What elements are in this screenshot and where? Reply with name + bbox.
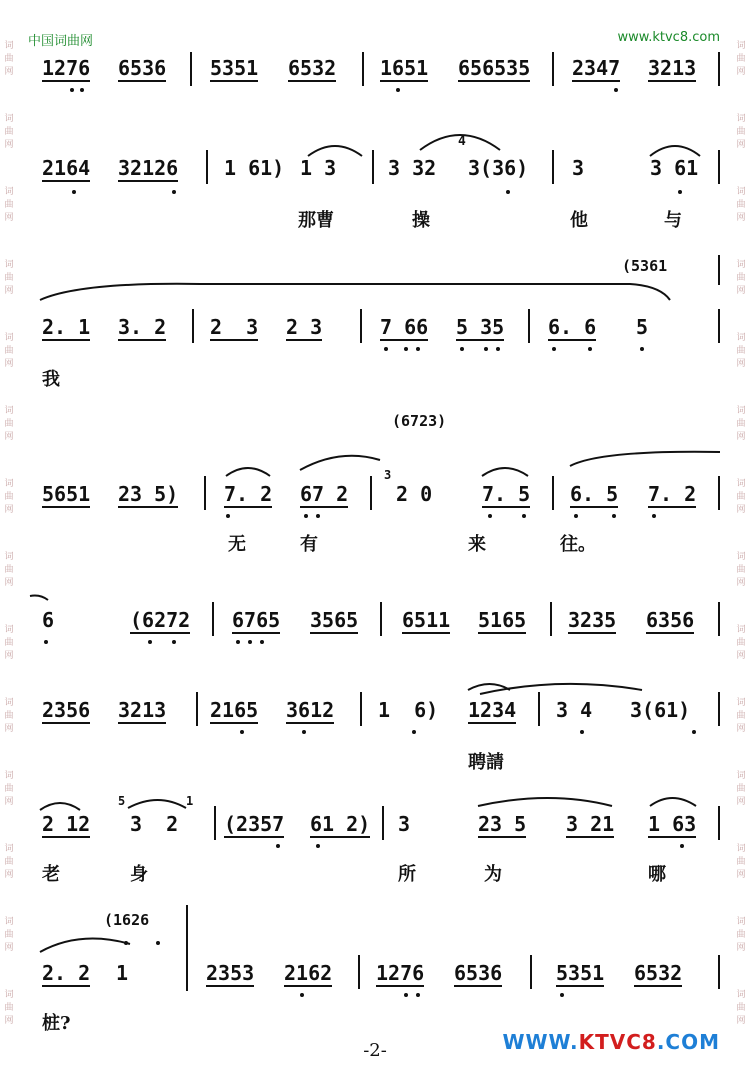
note-group: 23 5) [118,482,179,506]
watermark-text: 词曲网 [736,844,746,880]
lyric: 所 [398,864,416,885]
note-group: 6536 [118,56,167,80]
watermark-text: 词曲网 [4,698,14,734]
note-group: 5351 [210,56,259,80]
note-group: 7. 5 [482,482,531,506]
lyric: 他 [570,210,588,231]
note-group: 3213 [118,698,167,722]
note-group: 2353 [206,961,255,985]
note-group: 5 [636,315,649,339]
lyric: 为 [484,864,502,885]
note-group: 7. 2 [224,482,273,506]
note-group: 3 [572,156,585,180]
note-group: 1276 [376,961,425,985]
lyric: 身 [130,864,148,885]
watermark-text: 词曲网 [736,990,746,1026]
page-number: -2- [363,1040,387,1061]
watermark-text: 词曲网 [736,625,746,661]
lyric: 桩? [42,1013,71,1034]
note-group: 1276 [42,56,91,80]
note-group: 656535 [458,56,531,80]
grace-note: 5 [118,794,126,808]
note-group: 6532 [634,961,683,985]
note-group: 2 12 [42,812,91,836]
note-group: 3213 [648,56,697,80]
slur [482,468,528,476]
note-group: 1651 [380,56,429,80]
note-group: 61 2) [310,812,371,836]
note-group: 6356 [646,608,695,632]
watermark-text: 词曲网 [4,187,14,223]
watermark-text: 词曲网 [736,479,746,515]
note-group: 3 4 [556,698,593,722]
lyric: 往。 [560,534,596,555]
lyric: 有 [300,534,318,555]
watermark-text: 词曲网 [4,479,14,515]
header-right-site: www.ktvc8.com [617,30,720,45]
note-group: 5651 [42,482,91,506]
note-group: 3565 [310,608,359,632]
note-group: 3 [398,812,411,836]
note-group: 1 6) [378,698,439,722]
note-group: (2357 [224,812,285,836]
note-group: 2162 [284,961,333,985]
slur [40,939,130,952]
watermark-text: 词曲网 [736,333,746,369]
grace-note: 3 [384,468,392,482]
watermark-text: 词曲网 [736,917,746,953]
footer-logo-brand: KTVC8 [578,1030,657,1054]
note-group: 7 66 [380,315,429,339]
note-group: 32126 [118,156,179,180]
note-group: 1 [116,961,129,985]
lyric: 聘請 [468,752,504,773]
lyric: 老 [42,864,60,885]
lyric: 来 [468,534,486,555]
lyric: 我 [42,369,60,390]
note-group: 3 61 [650,156,699,180]
watermark-text: 词曲网 [4,333,14,369]
lyric: 与 [664,210,682,231]
footer-logo-suffix: .COM [656,1030,720,1054]
note-group: 6. 6 [548,315,597,339]
note-group: 6532 [288,56,337,80]
note-group: 1234 [468,698,517,722]
slur [30,596,48,601]
watermark-text: 词曲网 [4,625,14,661]
watermark-text: 词曲网 [4,771,14,807]
note-group: 6 [42,608,55,632]
note-group: 5 35 [456,315,505,339]
footer-logo-prefix: WWW. [502,1030,579,1054]
slur [40,803,80,810]
footer-logo [502,1030,720,1054]
watermark-text: 词曲网 [4,260,14,296]
grace-note: 1 [186,794,194,808]
slur [650,798,696,806]
lyric: 操 [412,210,430,231]
note-group: 6765 [232,608,281,632]
note-group: 2 3 [210,315,259,339]
slur [570,452,720,466]
note-group: 5351 [556,961,605,985]
header-left-site: 中国词曲网 [28,34,94,49]
watermark-text: 词曲网 [4,917,14,953]
note-group: 2347 [572,56,621,80]
watermark-text: 词曲网 [4,990,14,1026]
slur [300,456,380,470]
note-group: 6536 [454,961,503,985]
note-group: 1 63 [648,812,697,836]
slur [650,146,700,156]
watermark-text: 词曲网 [4,114,14,150]
grace-note: (6723) [392,412,447,430]
watermark-text: 词曲网 [4,41,14,77]
slur [480,684,642,694]
note-group: 3612 [286,698,335,722]
watermark-text: 词曲网 [4,844,14,880]
note-group: 2 0 [396,482,433,506]
watermark-text: 词曲网 [736,114,746,150]
lyric: 那曹 [298,210,334,231]
note-group: 2165 [210,698,259,722]
note-group: 67 2 [300,482,349,506]
watermark-text: 词曲网 [736,41,746,77]
note-group: 7. 2 [648,482,697,506]
watermark-text: 词曲网 [736,260,746,296]
slur [420,135,500,150]
watermark-text: 词曲网 [4,406,14,442]
watermark-text: 词曲网 [4,552,14,588]
lyric: 哪 [648,864,666,885]
lyric: 无 [228,534,246,555]
note-group: 3. 2 [118,315,167,339]
watermark-text: 词曲网 [736,552,746,588]
watermark-text: 词曲网 [736,406,746,442]
slur [478,798,612,806]
note-group: 1 61) [224,156,285,180]
note-group: 3(61) [630,698,691,722]
note-group: 2. 2 [42,961,91,985]
note-group: 6511 [402,608,451,632]
note-group: 2. 1 [42,315,91,339]
note-group: 2 3 [286,315,323,339]
note-group: 2164 [42,156,91,180]
grace-note: (5361 [622,257,668,275]
note-group: 23 5 [478,812,527,836]
watermark-text: 词曲网 [736,771,746,807]
grace-note: (1626 [104,911,150,929]
grace-note: 4 [458,134,466,149]
note-group: (6272 [130,608,191,632]
note-group: 3235 [568,608,617,632]
note-group: 3(36) [468,156,529,180]
watermark-text: 词曲网 [736,698,746,734]
note-group: 5165 [478,608,527,632]
watermark-text: 词曲网 [736,187,746,223]
note-group: 2356 [42,698,91,722]
slur [128,800,186,808]
note-group: 6. 5 [570,482,619,506]
note-group: 3 21 [566,812,615,836]
note-group: 3 32 [388,156,437,180]
note-group: 1 3 [300,156,337,180]
slur [40,284,670,300]
slur [308,146,362,156]
note-group: 3 2 [130,812,179,836]
slur [226,468,270,476]
